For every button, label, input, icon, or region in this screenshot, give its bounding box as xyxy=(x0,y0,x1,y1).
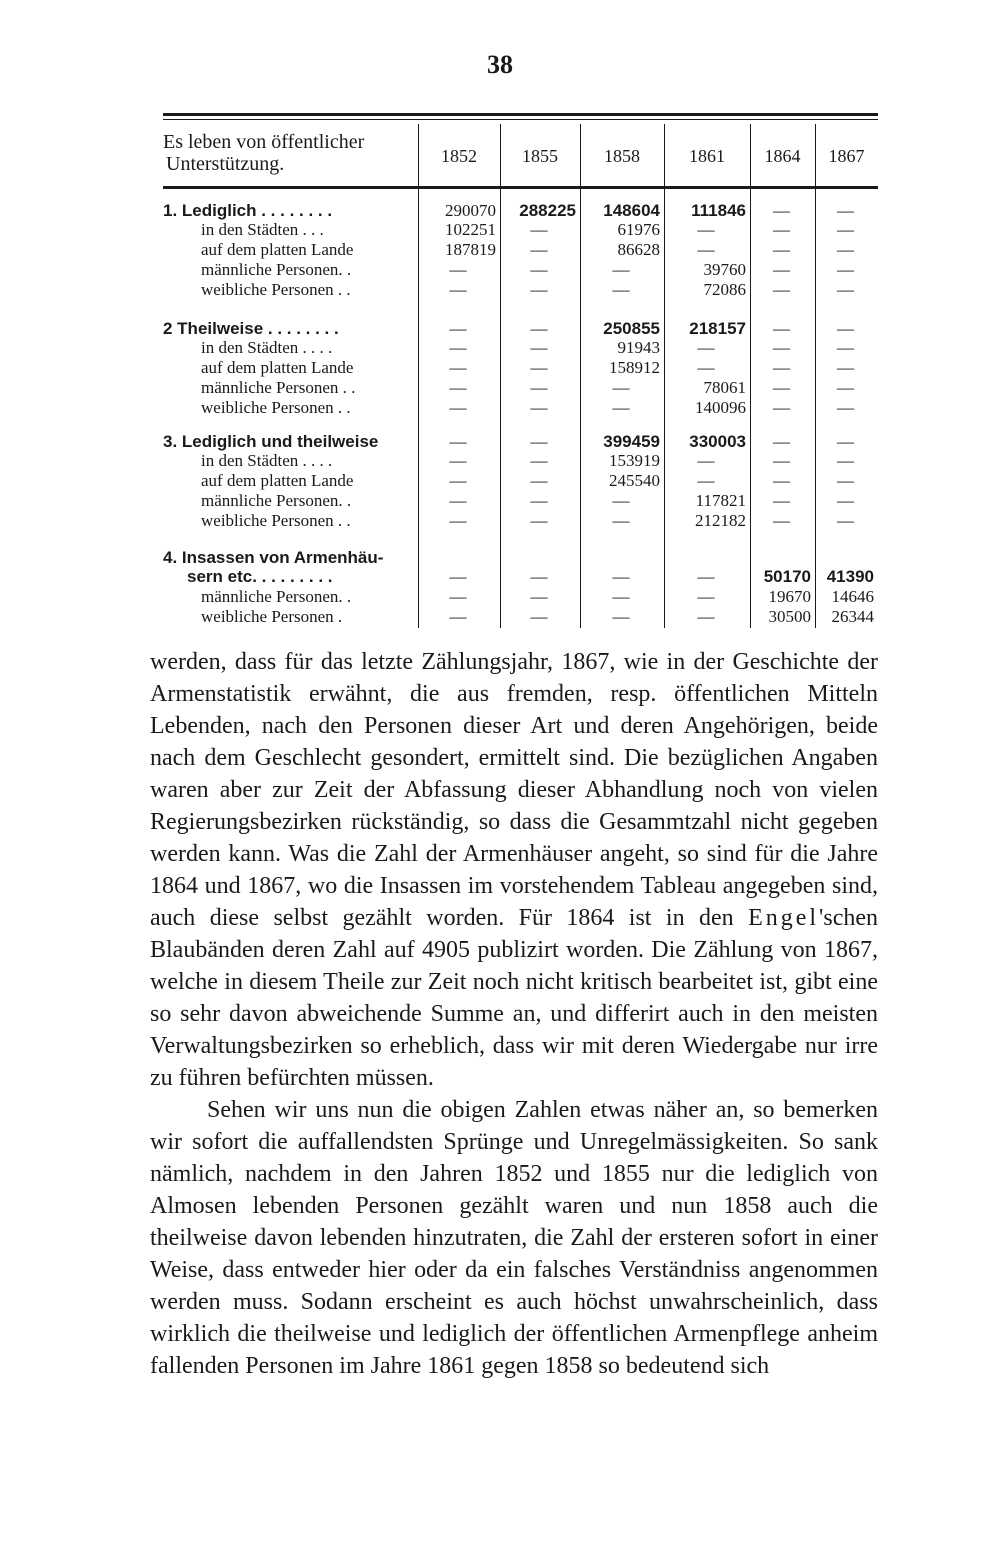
table-top-rule xyxy=(163,113,878,116)
table-cell: — xyxy=(530,471,548,490)
table-cell: — xyxy=(449,319,467,338)
table-cell: 72086 xyxy=(703,280,746,299)
table-cell: — xyxy=(697,220,715,239)
table-cell: — xyxy=(837,201,854,220)
table-cell: 26344 xyxy=(831,607,874,626)
table-cell: — xyxy=(530,280,548,299)
table-row xyxy=(163,450,878,472)
row-label: auf dem platten Lande xyxy=(201,471,354,490)
table-cell: — xyxy=(612,511,630,530)
table-cell: — xyxy=(449,511,467,530)
paragraph-1: werden, dass für das letzte Zählungsjahr, 1867, wie in der Geschichte der Armenstatistik erwähnt, die aus fremden, resp. öffentlichen Mitteln Lebenden, nach den Personen dieser Art und deren Angehörigen, beide nach dem Geschlecht gesondert, ermittelt sind. Die bezüglichen Angaben waren aber zur Zeit der Abfassung dieser Abhandlung noch von vielen Regierungsbezirken rückständig, so dass die Gesammtzahl nicht gegeben werden kann. Was die Zahl der Armenhäuser angeht, so sind für die Jahre 1864 und 1867, wo die Insassen im vorstehendem Tableau angegeben sind, auch diese selbst gezählt worden. Für 1864 ist in den Engel'schen Blaubänden deren Zahl auf 4905 publizirt worden. Die Zählung von 1867, welche in diesem Theile zur Zeit noch nicht kritisch bearbeitet ist, gibt eine so sehr davon abweichende Summe an, und differirt auch in den meisten Verwaltungsbezirken so erheblich, dass wir mit deren Wiedergabe nur irre zu führen befürchten müssen. xyxy=(150,649,879,1091)
table-cell: 330003 xyxy=(689,432,746,451)
table-cell: — xyxy=(612,398,630,417)
table-cell: 102251 xyxy=(445,220,496,239)
table-row xyxy=(163,239,878,261)
table-cell: — xyxy=(612,587,630,606)
table-cell: 14646 xyxy=(831,587,874,606)
table-cell: — xyxy=(773,358,790,377)
table-cell: — xyxy=(530,451,548,470)
table-cell: — xyxy=(697,587,715,606)
table-row xyxy=(163,279,878,301)
row-label: weibliche Personen . xyxy=(201,607,343,626)
row-label: männliche Personen . . xyxy=(201,378,356,397)
table-cell: — xyxy=(449,471,467,490)
table-row xyxy=(163,586,878,608)
table-cell: — xyxy=(837,319,854,338)
table-row xyxy=(163,470,878,492)
table-cell: — xyxy=(612,378,630,397)
year-header-1867: 1867 xyxy=(828,146,865,166)
table-cell: — xyxy=(697,240,715,259)
year-header-1864: 1864 xyxy=(764,146,801,166)
table-cell: — xyxy=(449,587,467,606)
row-label: in den Städten . . . . xyxy=(201,451,333,470)
table-cell: — xyxy=(449,491,467,510)
table-cell: 218157 xyxy=(689,319,746,338)
table-cell: — xyxy=(773,338,790,357)
table-cell: — xyxy=(530,511,548,530)
table-cell: — xyxy=(612,491,630,510)
table-cell: 158912 xyxy=(609,358,660,377)
table-cell: — xyxy=(449,260,467,279)
table-cell: — xyxy=(530,338,548,357)
table-cell: — xyxy=(837,432,854,451)
table-cell: 19670 xyxy=(768,587,811,606)
table-cell: 30500 xyxy=(768,607,811,626)
row-label: sern etc. . . . . . . . . xyxy=(187,567,333,586)
table-cell: — xyxy=(449,451,467,470)
table-cell: — xyxy=(449,607,467,626)
table-cell: — xyxy=(837,471,854,490)
table-cell: — xyxy=(773,220,790,239)
table-cell: 117821 xyxy=(695,491,746,510)
table-cell: 212182 xyxy=(695,511,746,530)
row-label: in den Städten . . . xyxy=(201,220,324,239)
table-row xyxy=(163,490,878,512)
paragraph-2: Sehen wir uns nun die obigen Zahlen etwas näher an, so bemerken wir sofort die auffallendsten Sprünge und Unregelmässigkeiten. So sank nämlich, nachdem in den Jahren 1852 und 1855 nur die lediglich von Almosen lebenden Personen gezählt waren und nun 1858 auch die theilweise davon lebenden hinzutraten, die Zahl der ersteren sofort in einer Weise, dass entweder hier oder da ein falsches Verständniss angenommen werden muss. Sodann erscheint es auch höchst unwahrscheinlich, dass wirklich die theilweise und lediglich der öffentlichen Armenpflege anheim fallenden Personen im Jahre 1861 gegen 1858 so bedeutend sich xyxy=(150,1097,878,1379)
row-label: 3. Lediglich und theilweise xyxy=(163,432,379,451)
table-cell: — xyxy=(773,378,790,397)
table-cell: — xyxy=(449,567,467,586)
table-cell: 148604 xyxy=(603,201,660,220)
row-label: männliche Personen. . xyxy=(201,260,352,279)
year-header-1852: 1852 xyxy=(441,146,477,166)
row-label: männliche Personen. . xyxy=(201,491,352,510)
table-row xyxy=(163,566,878,588)
table-cell: — xyxy=(449,280,467,299)
row-label: 1. Lediglich . . . . . . . . xyxy=(163,201,333,220)
table-cell: — xyxy=(697,338,715,357)
table-cell: — xyxy=(837,220,854,239)
table-cell: — xyxy=(449,358,467,377)
header-label-line1: Es leben von öffentlicher xyxy=(163,131,365,153)
table-cell: — xyxy=(837,378,854,397)
table-cell: 290070 xyxy=(445,201,496,220)
table-cell: — xyxy=(773,432,790,451)
table-cell: — xyxy=(837,338,854,357)
year-header-1855: 1855 xyxy=(522,146,558,166)
table-top-rule-thin xyxy=(163,119,878,120)
table-header-label xyxy=(163,131,418,175)
table-cell: — xyxy=(612,260,630,279)
row-label: 4. Insassen von Armenhäu- xyxy=(163,548,384,567)
table-cell: — xyxy=(837,240,854,259)
table-cell: 50170 xyxy=(763,567,811,586)
table-cell: — xyxy=(530,491,548,510)
table-cell: 288225 xyxy=(519,201,576,220)
row-label: auf dem platten Lande xyxy=(201,358,354,377)
table-cell: — xyxy=(837,280,854,299)
table-row xyxy=(163,337,878,359)
table-cell: — xyxy=(773,491,790,510)
row-label: männliche Personen. . xyxy=(201,587,352,606)
table-cell: — xyxy=(530,398,548,417)
table-cell: — xyxy=(612,607,630,626)
row-label: weibliche Personen . . xyxy=(201,280,351,299)
table-cell: 41390 xyxy=(826,567,874,586)
table-header-rule xyxy=(163,186,878,189)
table-cell: 91943 xyxy=(617,338,660,357)
table-cell: — xyxy=(530,587,548,606)
row-label: weibliche Personen . . xyxy=(201,398,351,417)
table-cell: — xyxy=(449,432,467,451)
table-row xyxy=(163,397,878,419)
table-cell: — xyxy=(697,451,715,470)
table-cell: — xyxy=(697,358,715,377)
table-cell: — xyxy=(837,398,854,417)
table-cell: — xyxy=(530,319,548,338)
table-cell: — xyxy=(530,240,548,259)
year-header-1861: 1861 xyxy=(689,146,725,166)
table-row xyxy=(163,510,878,532)
table-cell: — xyxy=(612,280,630,299)
table-row xyxy=(163,219,878,241)
row-label: in den Städten . . . . xyxy=(201,338,333,357)
table-cell: — xyxy=(773,319,790,338)
table-cell: 140096 xyxy=(695,398,746,417)
table-cell: — xyxy=(837,260,854,279)
table-cell: — xyxy=(530,567,548,586)
table-row xyxy=(163,606,878,628)
table-cell: — xyxy=(773,280,790,299)
row-label: weibliche Personen . . xyxy=(201,511,351,530)
table-cell: — xyxy=(530,260,548,279)
table-cell: — xyxy=(773,201,790,220)
body-text xyxy=(150,646,878,1382)
table-cell: — xyxy=(612,567,630,586)
table-cell: — xyxy=(697,471,715,490)
table-cell: — xyxy=(697,567,715,586)
table-cell: — xyxy=(530,378,548,397)
table-cell: — xyxy=(773,240,790,259)
table-cell: — xyxy=(530,432,548,451)
table-cell: — xyxy=(530,358,548,377)
table-cell: — xyxy=(449,338,467,357)
page-number: 38 xyxy=(487,50,513,79)
table-cell: — xyxy=(837,358,854,377)
table-cell: — xyxy=(773,471,790,490)
table-cell: — xyxy=(837,491,854,510)
year-header-1858: 1858 xyxy=(604,146,640,166)
table-cell: 399459 xyxy=(603,432,660,451)
table-row xyxy=(163,377,878,399)
table-cell: 250855 xyxy=(603,319,660,338)
table-cell: — xyxy=(773,511,790,530)
table-cell: 111846 xyxy=(691,201,746,220)
table-cell: — xyxy=(837,451,854,470)
table-cell: 39760 xyxy=(703,260,746,279)
table-cell: 61976 xyxy=(617,220,660,239)
table-cell: — xyxy=(773,451,790,470)
table-cell: 153919 xyxy=(609,451,660,470)
table-row xyxy=(163,259,878,281)
table-row xyxy=(163,357,878,379)
table-cell: — xyxy=(530,220,548,239)
table-cell: — xyxy=(449,378,467,397)
table-cell: — xyxy=(773,398,790,417)
table-cell: — xyxy=(530,607,548,626)
table-cell: 78061 xyxy=(703,378,746,397)
row-label: 2 Theilweise . . . . . . . . xyxy=(163,319,339,338)
table-cell: — xyxy=(773,260,790,279)
header-label-line2: Unterstützung. xyxy=(166,153,285,175)
table-cell: — xyxy=(449,398,467,417)
table-cell: 245540 xyxy=(609,471,660,490)
table-cell: 86628 xyxy=(617,240,660,259)
author-name: Engel xyxy=(748,905,820,931)
table-cell: — xyxy=(697,607,715,626)
table-cell: — xyxy=(837,511,854,530)
table-cell: 187819 xyxy=(445,240,496,259)
row-label: auf dem platten Lande xyxy=(201,240,354,259)
